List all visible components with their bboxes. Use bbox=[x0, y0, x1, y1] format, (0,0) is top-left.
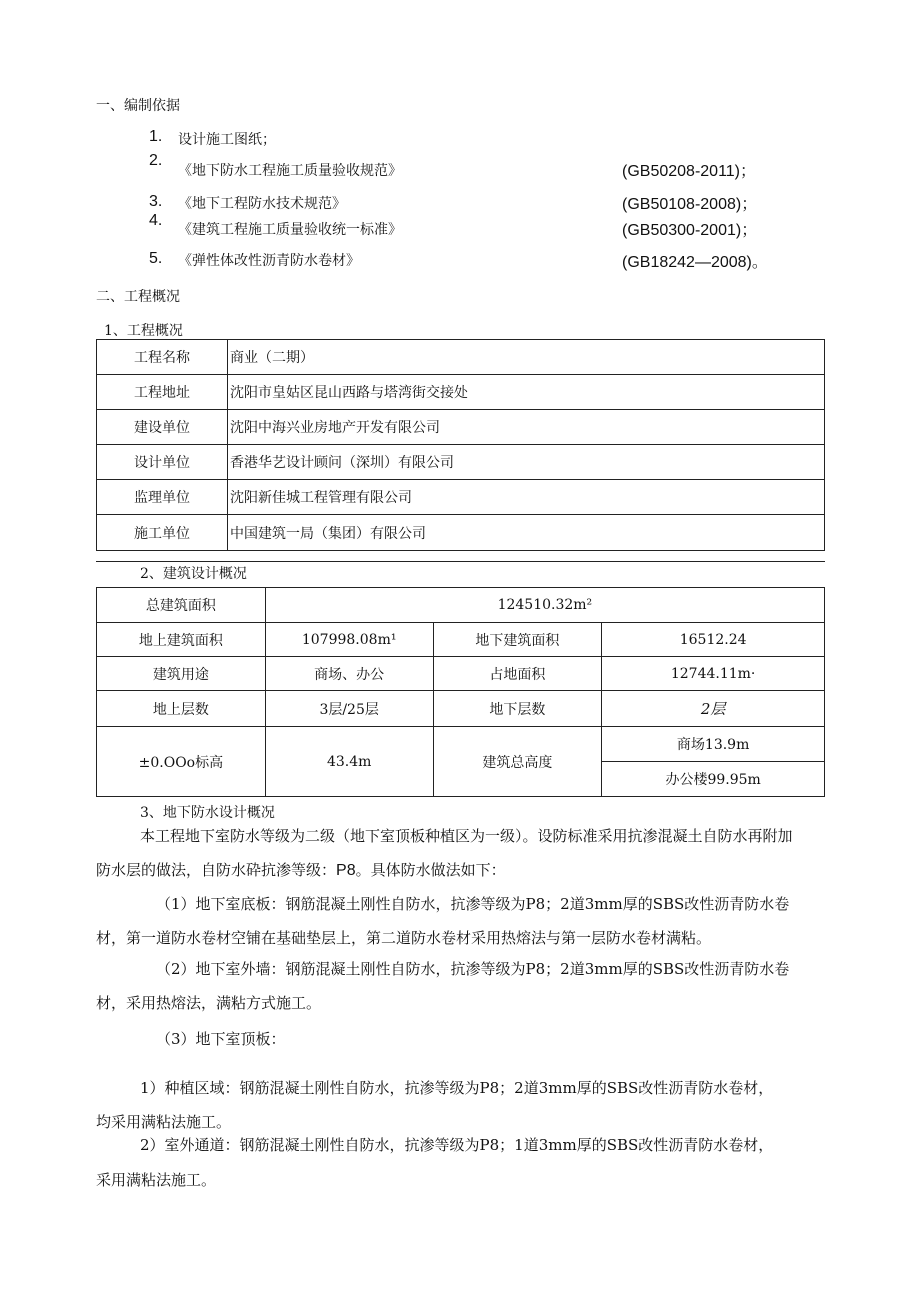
ref-code-5: (GB18242—2008)。 bbox=[622, 254, 768, 271]
ref-code-3: (GB50108-2008)； bbox=[622, 196, 758, 213]
overview-value: 沈阳市皇姑区昆山西路与塔湾街交接处 bbox=[228, 375, 825, 410]
table-row bbox=[97, 515, 825, 551]
overview-value: 商业（二期） bbox=[228, 340, 825, 375]
table-row bbox=[97, 691, 825, 727]
subsection-3-heading: 3、地下防水设计概况 bbox=[140, 805, 275, 821]
subsection-2-heading: 2、建筑设计概况 bbox=[140, 566, 247, 582]
height-mall: 商场13.9m bbox=[602, 727, 825, 762]
outer-wall-line-2: 材，采用热熔法，满粘方式施工。 bbox=[96, 994, 322, 1012]
roof-slab-line: （3）地下室顶板： bbox=[156, 1030, 286, 1048]
ref-text-3: 《地下工程防水技术规范》 bbox=[178, 196, 346, 212]
section-1-heading: 一、编制依据 bbox=[96, 98, 180, 114]
intro-line-2a: 防水层的做法，自防水砕抗渗等级： bbox=[96, 861, 337, 879]
table-row bbox=[97, 410, 825, 445]
overview-value: 香港华艺设计顾问（深圳）有限公司 bbox=[228, 445, 825, 480]
ref-num-5: 5. bbox=[149, 250, 163, 267]
ref-text-1: 设计施工图纸； bbox=[178, 132, 276, 148]
height-office: 办公楼99.95m bbox=[602, 762, 825, 797]
intro-line-2 bbox=[96, 853, 506, 888]
intro-grade: P8 bbox=[336, 862, 356, 879]
overview-key: 工程地址 bbox=[97, 375, 228, 410]
table-row bbox=[97, 340, 825, 375]
floor-slab-line-2: 材，第一道防水卷材空铺在基础垫层上，第二道防水卷材采用热熔法与第一层防水卷材满粘。 bbox=[96, 929, 712, 947]
below-area-value: 16512.24 bbox=[602, 623, 825, 657]
ref-text-2: 《地下防水工程施工质量验收规范》 bbox=[178, 163, 402, 179]
below-floors-value: 2层 bbox=[602, 691, 825, 727]
ref-code-4: (GB50300-2001)； bbox=[622, 222, 758, 239]
below-floors-label: 地下层数 bbox=[433, 691, 602, 727]
ref-text-4: 《建筑工程施工质量验收统一标准》 bbox=[178, 222, 402, 238]
project-overview-table bbox=[96, 339, 825, 551]
outdoor-passage-line-2: 采用满粘法施工。 bbox=[96, 1171, 217, 1189]
above-floors-label: 地上层数 bbox=[97, 691, 266, 727]
ref-code-2: (GB50208-2011)； bbox=[622, 163, 757, 180]
overview-key: 设计单位 bbox=[97, 445, 228, 480]
ref-num-1: 1. bbox=[149, 128, 163, 145]
table-row bbox=[97, 480, 825, 515]
outer-wall-line-1: （2）地下室外墙：钢筋混凝土刚性自防水，抗渗等级为P8；2道3mm厚的SBS改性沥青防水卷 bbox=[156, 960, 790, 978]
above-area-label: 地上建筑面积 bbox=[97, 623, 266, 657]
table-row bbox=[97, 588, 825, 623]
above-area-value: 107998.08m¹ bbox=[265, 623, 433, 657]
ref-num-3: 3. bbox=[149, 193, 163, 210]
planting-area-line-2: 均采用满粘法施工。 bbox=[96, 1113, 232, 1131]
ref-num-4: 4. bbox=[149, 212, 163, 229]
use-value: 商场、办公 bbox=[265, 657, 433, 691]
total-area-value: 124510.32m² bbox=[265, 588, 824, 623]
subsection-1-heading: 1、工程概况 bbox=[104, 323, 183, 339]
use-label: 建筑用途 bbox=[97, 657, 266, 691]
above-floors-value: 3层/25层 bbox=[265, 691, 433, 727]
ref-num-2: 2. bbox=[149, 152, 163, 169]
overview-key: 监理单位 bbox=[97, 480, 228, 515]
section-2-heading: 二、工程概况 bbox=[96, 289, 180, 305]
below-area-label: 地下建筑面积 bbox=[433, 623, 602, 657]
ref-text-5: 《弹性体改性沥青防水卷材》 bbox=[178, 253, 360, 269]
land-area-value: 12744.11m· bbox=[602, 657, 825, 691]
intro-line-2c: 。具体防水做法如下： bbox=[355, 861, 506, 879]
floor-slab-line-1: （1）地下室底板：钢筋混凝土刚性自防水，抗渗等级为P8；2道3mm厚的SBS改性沥青防水卷 bbox=[156, 895, 790, 913]
table-row bbox=[97, 445, 825, 480]
total-height-label: 建筑总高度 bbox=[433, 727, 602, 797]
total-area-label: 总建筑面积 bbox=[97, 588, 266, 623]
design-overview-table bbox=[96, 587, 825, 797]
outdoor-passage-line-1: 2）室外通道：钢筋混凝土刚性自防水，抗渗等级为P8；1道3mm厚的SBS改性沥青防水卷材， bbox=[140, 1136, 774, 1154]
elevation-label: ±0.OOo标高 bbox=[97, 727, 266, 797]
table-row bbox=[97, 727, 825, 762]
divider bbox=[96, 561, 825, 562]
overview-key: 工程名称 bbox=[97, 340, 228, 375]
overview-value: 沈阳中海兴业房地产开发有限公司 bbox=[228, 410, 825, 445]
overview-value: 沈阳新佳城工程管理有限公司 bbox=[228, 480, 825, 515]
overview-value: 中国建筑一局（集团）有限公司 bbox=[228, 515, 825, 551]
elevation-value: 43.4m bbox=[265, 727, 433, 797]
overview-key: 建设单位 bbox=[97, 410, 228, 445]
table-row bbox=[97, 375, 825, 410]
land-area-label: 占地面积 bbox=[433, 657, 602, 691]
planting-area-line-1: 1）种植区域：钢筋混凝土刚性自防水，抗渗等级为P8；2道3mm厚的SBS改性沥青防水卷材， bbox=[140, 1079, 774, 1097]
table-row bbox=[97, 623, 825, 657]
intro-line-1: 本工程地下室防水等级为二级（地下室顶板种植区为一级）。设防标准采用抗渗混凝土自防水再附加 bbox=[140, 827, 793, 845]
overview-key: 施工单位 bbox=[97, 515, 228, 551]
table-row bbox=[97, 657, 825, 691]
